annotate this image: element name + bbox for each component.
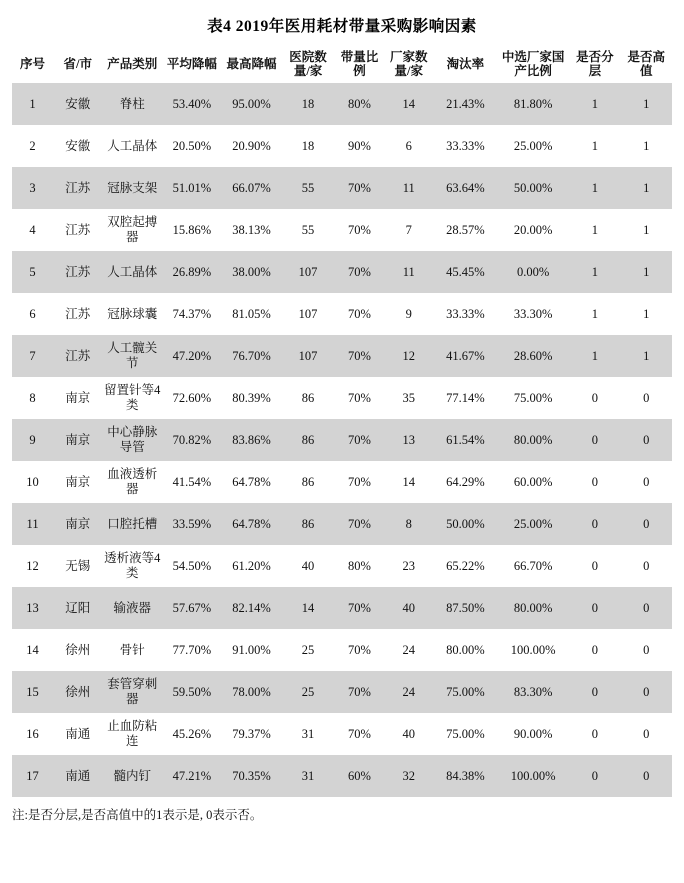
cell-avg-drop: 20.50% bbox=[172, 138, 212, 153]
cell-max-drop: 80.39% bbox=[232, 390, 271, 405]
header-row bbox=[12, 46, 672, 83]
table-row bbox=[12, 461, 672, 503]
cell-hospitals: 31 bbox=[281, 755, 334, 797]
cell-province: 南京 bbox=[65, 474, 91, 489]
cell-high-value: 0 bbox=[643, 642, 650, 657]
table-row bbox=[12, 125, 672, 167]
cell-high-value: 1 bbox=[621, 251, 672, 293]
cell-elimination: 63.64% bbox=[433, 167, 497, 209]
cell-high-value: 1 bbox=[643, 306, 650, 321]
cell-category: 透析液等4类 bbox=[104, 551, 161, 580]
table-row bbox=[12, 755, 672, 797]
column-header-avg-drop: 平均降幅 bbox=[166, 57, 217, 72]
cell-category: 脊柱 bbox=[102, 83, 162, 125]
cell-index: 6 bbox=[29, 306, 36, 321]
cell-volume-ratio: 90% bbox=[347, 138, 371, 153]
cell-avg-drop: 41.54% bbox=[172, 474, 212, 489]
cell-hospitals: 86 bbox=[301, 474, 315, 489]
cell-category: 髓内钉 bbox=[102, 755, 162, 797]
column-header-layered: 是否分层 bbox=[576, 50, 614, 79]
cell-category: 血液透析器 bbox=[107, 467, 158, 496]
cell-province: 南通 bbox=[65, 726, 91, 741]
cell-avg-drop: 26.89% bbox=[162, 251, 222, 293]
cell-volume-ratio: 70% bbox=[335, 251, 384, 293]
cell-volume-ratio: 70% bbox=[347, 390, 371, 405]
cell-volume-ratio: 70% bbox=[347, 222, 371, 237]
cell-province: 徐州 bbox=[53, 671, 102, 713]
cell-makers: 35 bbox=[402, 390, 416, 405]
column-header-index: 序号 bbox=[20, 57, 46, 72]
cell-category: 口腔托槽 bbox=[102, 503, 162, 545]
column-header-hospitals: 医院数量/家 bbox=[289, 50, 327, 79]
cell-category: 人工髋关节 bbox=[102, 335, 162, 377]
cell-elimination: 21.43% bbox=[433, 83, 497, 125]
cell-hospitals: 14 bbox=[281, 587, 334, 629]
cell-elimination: 28.57% bbox=[446, 222, 485, 237]
cell-volume-ratio: 70% bbox=[335, 167, 384, 209]
cell-max-drop: 76.70% bbox=[222, 335, 282, 377]
cell-max-drop: 38.00% bbox=[222, 251, 282, 293]
cell-avg-drop: 47.20% bbox=[162, 335, 222, 377]
cell-max-drop: 78.00% bbox=[222, 671, 282, 713]
cell-hospitals: 40 bbox=[301, 558, 315, 573]
cell-avg-drop: 74.37% bbox=[172, 306, 212, 321]
cell-province: 江苏 bbox=[53, 335, 102, 377]
cell-avg-drop: 70.82% bbox=[162, 419, 222, 461]
cell-high-value: 0 bbox=[621, 587, 672, 629]
cell-province: 安徽 bbox=[53, 83, 102, 125]
cell-index: 3 bbox=[12, 167, 53, 209]
cell-province: 江苏 bbox=[65, 222, 91, 237]
cell-domestic: 33.30% bbox=[513, 306, 553, 321]
cell-makers: 8 bbox=[384, 503, 433, 545]
cell-hospitals: 18 bbox=[301, 138, 315, 153]
table-title: 表4 2019年医用耗材带量采购影响因素 bbox=[207, 18, 477, 35]
cell-hospitals: 25 bbox=[281, 671, 334, 713]
table-header bbox=[12, 46, 672, 83]
cell-category: 止血防粘连 bbox=[107, 719, 158, 748]
cell-elimination: 75.00% bbox=[446, 726, 485, 741]
cell-domestic: 100.00% bbox=[497, 755, 569, 797]
cell-avg-drop: 47.21% bbox=[162, 755, 222, 797]
cell-hospitals: 18 bbox=[281, 83, 334, 125]
cell-domestic: 28.60% bbox=[497, 335, 569, 377]
cell-makers: 40 bbox=[402, 726, 416, 741]
cell-avg-drop: 59.50% bbox=[162, 671, 222, 713]
cell-index: 2 bbox=[29, 138, 36, 153]
cell-index: 4 bbox=[29, 222, 36, 237]
cell-layered: 1 bbox=[591, 222, 598, 237]
cell-high-value: 0 bbox=[643, 390, 650, 405]
cell-layered: 0 bbox=[591, 558, 598, 573]
cell-category: 输液器 bbox=[102, 587, 162, 629]
cell-category: 人工晶体 bbox=[107, 138, 158, 153]
cell-elimination: 80.00% bbox=[446, 642, 485, 657]
column-header-province: 省/市 bbox=[63, 57, 93, 72]
cell-volume-ratio: 70% bbox=[335, 671, 384, 713]
column-header-high-value: 是否高值 bbox=[627, 50, 666, 79]
cell-avg-drop: 33.59% bbox=[162, 503, 222, 545]
table-row bbox=[12, 83, 672, 125]
cell-hospitals: 107 bbox=[281, 251, 334, 293]
cell-max-drop: 64.78% bbox=[222, 503, 282, 545]
cell-index: 11 bbox=[12, 503, 53, 545]
cell-domestic: 60.00% bbox=[513, 474, 553, 489]
cell-province: 安徽 bbox=[65, 138, 91, 153]
cell-elimination: 61.54% bbox=[433, 419, 497, 461]
cell-layered: 1 bbox=[591, 138, 598, 153]
table-row bbox=[12, 209, 672, 251]
cell-makers: 11 bbox=[384, 167, 433, 209]
cell-province: 南京 bbox=[53, 503, 102, 545]
cell-avg-drop: 57.67% bbox=[162, 587, 222, 629]
cell-volume-ratio: 70% bbox=[347, 726, 371, 741]
cell-avg-drop: 77.70% bbox=[172, 642, 212, 657]
cell-domestic: 0.00% bbox=[497, 251, 569, 293]
cell-layered: 0 bbox=[569, 503, 620, 545]
cell-max-drop: 82.14% bbox=[222, 587, 282, 629]
table-row bbox=[12, 545, 672, 587]
cell-category: 双腔起搏器 bbox=[107, 215, 158, 244]
cell-makers: 14 bbox=[384, 83, 433, 125]
cell-layered: 0 bbox=[569, 419, 620, 461]
cell-index: 12 bbox=[26, 558, 39, 573]
cell-category: 冠脉球囊 bbox=[107, 306, 158, 321]
cell-layered: 0 bbox=[569, 671, 620, 713]
cell-high-value: 0 bbox=[621, 671, 672, 713]
cell-domestic: 25.00% bbox=[497, 503, 569, 545]
cell-index: 15 bbox=[12, 671, 53, 713]
cell-layered: 1 bbox=[569, 167, 620, 209]
cell-elimination: 77.14% bbox=[446, 390, 485, 405]
cell-index: 5 bbox=[12, 251, 53, 293]
cell-province: 江苏 bbox=[53, 251, 102, 293]
cell-elimination: 50.00% bbox=[433, 503, 497, 545]
cell-makers: 32 bbox=[384, 755, 433, 797]
cell-high-value: 0 bbox=[643, 474, 650, 489]
table-note: 注:是否分层,是否高值中的1表示是, 0表示否。 bbox=[12, 807, 263, 822]
cell-index: 14 bbox=[26, 642, 39, 657]
cell-domestic: 100.00% bbox=[510, 642, 556, 657]
cell-makers: 9 bbox=[405, 306, 412, 321]
cell-max-drop: 81.05% bbox=[232, 306, 271, 321]
cell-hospitals: 86 bbox=[281, 503, 334, 545]
cell-hospitals: 107 bbox=[281, 335, 334, 377]
cell-layered: 0 bbox=[591, 390, 598, 405]
cell-volume-ratio: 80% bbox=[347, 558, 371, 573]
cell-makers: 7 bbox=[405, 222, 412, 237]
cell-layered: 1 bbox=[569, 335, 620, 377]
cell-index: 13 bbox=[12, 587, 53, 629]
cell-layered: 1 bbox=[569, 83, 620, 125]
table-row bbox=[12, 671, 672, 713]
column-header-max-drop: 最高降幅 bbox=[226, 57, 277, 72]
column-header-category: 产品类别 bbox=[107, 57, 158, 72]
cell-elimination: 33.33% bbox=[446, 306, 485, 321]
cell-domestic: 25.00% bbox=[513, 138, 553, 153]
cell-makers: 11 bbox=[384, 251, 433, 293]
cell-volume-ratio: 70% bbox=[335, 419, 384, 461]
cell-domestic: 20.00% bbox=[513, 222, 553, 237]
cell-domestic: 81.80% bbox=[497, 83, 569, 125]
column-header-makers: 厂家数量/家 bbox=[390, 50, 428, 79]
cell-volume-ratio: 70% bbox=[335, 335, 384, 377]
column-header-domestic: 中选厂家国产比例 bbox=[501, 50, 565, 79]
cell-makers: 24 bbox=[402, 642, 416, 657]
cell-makers: 14 bbox=[402, 474, 416, 489]
cell-makers: 13 bbox=[384, 419, 433, 461]
cell-max-drop: 95.00% bbox=[222, 83, 282, 125]
cell-volume-ratio: 70% bbox=[335, 503, 384, 545]
cell-hospitals: 55 bbox=[281, 167, 334, 209]
cell-index: 17 bbox=[12, 755, 53, 797]
cell-layered: 1 bbox=[569, 251, 620, 293]
cell-hospitals: 107 bbox=[298, 306, 318, 321]
cell-elimination: 65.22% bbox=[446, 558, 485, 573]
cell-category: 人工晶体 bbox=[102, 251, 162, 293]
cell-domestic: 83.30% bbox=[497, 671, 569, 713]
table-row bbox=[12, 713, 672, 755]
cell-elimination: 75.00% bbox=[433, 671, 497, 713]
cell-domestic: 90.00% bbox=[513, 726, 553, 741]
cell-makers: 12 bbox=[384, 335, 433, 377]
cell-volume-ratio: 60% bbox=[335, 755, 384, 797]
table-row bbox=[12, 419, 672, 461]
column-header-volume-ratio: 带量比例 bbox=[340, 50, 379, 79]
cell-max-drop: 91.00% bbox=[232, 642, 271, 657]
cell-category: 骨针 bbox=[119, 642, 145, 657]
cell-avg-drop: 15.86% bbox=[172, 222, 212, 237]
cell-province: 辽阳 bbox=[53, 587, 102, 629]
cell-index: 1 bbox=[12, 83, 53, 125]
cell-domestic: 66.70% bbox=[513, 558, 553, 573]
cell-province: 江苏 bbox=[65, 306, 91, 321]
cell-elimination: 33.33% bbox=[446, 138, 485, 153]
cell-elimination: 87.50% bbox=[433, 587, 497, 629]
table-row bbox=[12, 167, 672, 209]
cell-makers: 6 bbox=[405, 138, 412, 153]
cell-makers: 40 bbox=[384, 587, 433, 629]
table-row bbox=[12, 293, 672, 335]
cell-elimination: 64.29% bbox=[446, 474, 485, 489]
cell-layered: 1 bbox=[591, 306, 598, 321]
cell-hospitals: 86 bbox=[301, 390, 315, 405]
cell-high-value: 1 bbox=[643, 138, 650, 153]
table-row bbox=[12, 335, 672, 377]
cell-makers: 23 bbox=[402, 558, 416, 573]
cell-index: 8 bbox=[29, 390, 36, 405]
cell-avg-drop: 51.01% bbox=[162, 167, 222, 209]
cell-max-drop: 70.35% bbox=[222, 755, 282, 797]
cell-max-drop: 38.13% bbox=[232, 222, 271, 237]
cell-hospitals: 86 bbox=[281, 419, 334, 461]
table-row bbox=[12, 251, 672, 293]
cell-layered: 0 bbox=[591, 474, 598, 489]
cell-province: 徐州 bbox=[65, 642, 91, 657]
cell-max-drop: 64.78% bbox=[232, 474, 271, 489]
cell-layered: 0 bbox=[569, 587, 620, 629]
cell-avg-drop: 72.60% bbox=[172, 390, 212, 405]
cell-province: 无锡 bbox=[65, 558, 91, 573]
cell-category: 套管穿刺器 bbox=[102, 671, 162, 713]
cell-volume-ratio: 70% bbox=[347, 474, 371, 489]
cell-elimination: 45.45% bbox=[433, 251, 497, 293]
table-row bbox=[12, 503, 672, 545]
cell-high-value: 0 bbox=[621, 503, 672, 545]
cell-domestic: 80.00% bbox=[497, 419, 569, 461]
cell-volume-ratio: 70% bbox=[347, 642, 371, 657]
cell-hospitals: 31 bbox=[301, 726, 315, 741]
cell-category: 中心静脉导管 bbox=[102, 419, 162, 461]
cell-domestic: 80.00% bbox=[497, 587, 569, 629]
cell-index: 16 bbox=[26, 726, 39, 741]
cell-elimination: 84.38% bbox=[433, 755, 497, 797]
cell-volume-ratio: 80% bbox=[335, 83, 384, 125]
cell-max-drop: 61.20% bbox=[232, 558, 271, 573]
cell-hospitals: 55 bbox=[301, 222, 315, 237]
cell-index: 9 bbox=[12, 419, 53, 461]
cell-province: 南京 bbox=[65, 390, 91, 405]
cell-high-value: 0 bbox=[643, 726, 650, 741]
cell-max-drop: 79.37% bbox=[232, 726, 271, 741]
cell-domestic: 50.00% bbox=[497, 167, 569, 209]
cell-domestic: 75.00% bbox=[513, 390, 553, 405]
cell-high-value: 1 bbox=[621, 83, 672, 125]
cell-index: 7 bbox=[12, 335, 53, 377]
table-row bbox=[12, 629, 672, 671]
cell-avg-drop: 54.50% bbox=[172, 558, 212, 573]
cell-layered: 0 bbox=[591, 642, 598, 657]
procurement-factors-table bbox=[12, 46, 672, 797]
cell-category: 留置针等4类 bbox=[104, 383, 161, 412]
cell-avg-drop: 53.40% bbox=[162, 83, 222, 125]
column-header-elimination: 淘汰率 bbox=[446, 57, 485, 72]
cell-high-value: 0 bbox=[621, 419, 672, 461]
cell-hospitals: 25 bbox=[301, 642, 315, 657]
cell-avg-drop: 45.26% bbox=[172, 726, 212, 741]
cell-high-value: 1 bbox=[621, 167, 672, 209]
cell-max-drop: 20.90% bbox=[232, 138, 271, 153]
cell-volume-ratio: 70% bbox=[335, 587, 384, 629]
cell-high-value: 1 bbox=[643, 222, 650, 237]
table-row bbox=[12, 377, 672, 419]
cell-province: 南通 bbox=[53, 755, 102, 797]
cell-province: 江苏 bbox=[53, 167, 102, 209]
cell-category: 冠脉支架 bbox=[102, 167, 162, 209]
cell-province: 南京 bbox=[53, 419, 102, 461]
cell-volume-ratio: 70% bbox=[347, 306, 371, 321]
cell-elimination: 41.67% bbox=[433, 335, 497, 377]
cell-high-value: 1 bbox=[621, 335, 672, 377]
cell-layered: 0 bbox=[591, 726, 598, 741]
cell-layered: 0 bbox=[569, 755, 620, 797]
cell-high-value: 0 bbox=[643, 558, 650, 573]
cell-high-value: 0 bbox=[621, 755, 672, 797]
cell-makers: 24 bbox=[384, 671, 433, 713]
cell-max-drop: 66.07% bbox=[222, 167, 282, 209]
table-row bbox=[12, 587, 672, 629]
cell-max-drop: 83.86% bbox=[222, 419, 282, 461]
cell-index: 10 bbox=[26, 474, 39, 489]
table-body bbox=[12, 83, 672, 797]
